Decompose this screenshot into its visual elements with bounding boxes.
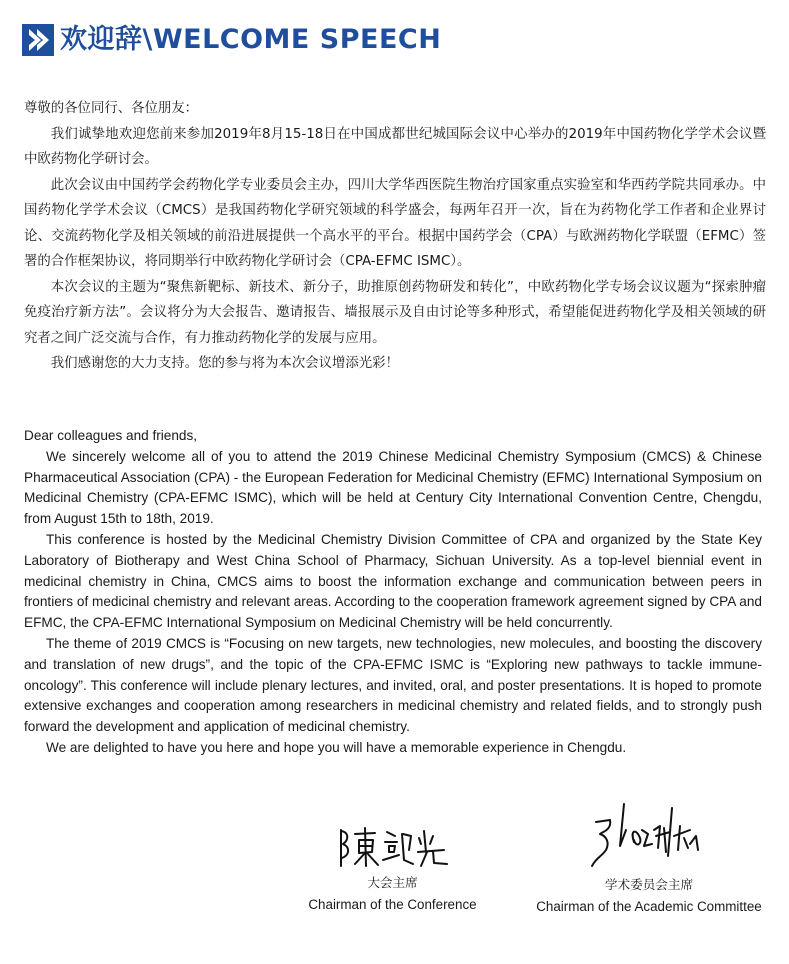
- chinese-paragraph: 我们诚挚地欢迎您前来参加2019年8月15-18日在中国成都世纪城国际会议中心举办的2019年中国药物化学学术会议暨中欧药物化学研讨会。: [24, 126, 766, 167]
- english-salutation: Dear colleagues and friends,: [24, 428, 198, 443]
- chairman-title-en: Chairman of the Conference: [308, 897, 477, 912]
- page-title: 欢迎辞\WELCOME SPEECH: [60, 24, 442, 55]
- handwritten-signature: [323, 822, 463, 872]
- chinese-speech: [24, 96, 766, 377]
- chairman-title-cn: 大会主席: [367, 875, 418, 890]
- english-paragraph: We sincerely welcome all of you to attend the 2019 Chinese Medicinal Chemistry Symposium (CMCS) & Chinese Pharmaceutical Association (CPA) - the European Federation for Medicinal Chemistry (EFMC) International Symposium on Medicinal Chemistry (CPA-EFMC ISMC), which will be held at Century City International Convention Centre, Chengdu, from August 15th to 18th, 2019.: [24, 448, 762, 527]
- chinese-paragraph: 我们感谢您的大力支持。您的参与将为本次会议增添光彩！: [50, 356, 399, 371]
- chinese-paragraph: 此次会议由中国药学会药物化学专业委员会主办，四川大学华西医院生物治疗国家重点实验室和华西药学院共同承办。中国药物化学学术会议（CMCS）是我国药物化学研究领域的科学盛会，每两年召开一次，旨在为药物化学工作者和企业界讨论、交流药物化学及相关领域的前沿进展提供一个高水平的平台。根据中国药学会（CPA）与欧洲药物化学联盟（EFMC）签署的合作框架协议，将同期举行中欧药物化学研讨会（CPA-EFMC ISMC）。: [24, 177, 766, 269]
- academic-chairman-title-en: Chairman of the Academic Committee: [536, 899, 762, 914]
- chinese-salutation: 尊敬的各位同行、各位朋友：: [24, 101, 199, 116]
- chevron-right-icon: [22, 24, 54, 56]
- english-paragraph: We are delighted to have you here and hope you will have a memorable experience in Chengdu.: [46, 739, 627, 755]
- english-paragraph: The theme of 2019 CMCS is “Focusing on new targets, new technologies, new molecules, and boosting the discovery and translation of new drugs”, and the topic of the CPA-EFMC ISMC is “Exploring new pathways to tackle immune-oncology”. This conference will include plenary lectures, and invited, oral, and poster presentations. It is hoped to promote extensive exchanges and cooperation among researchers in medicinal chemistry and related fields, and to strongly push forward the development and application of medicinal chemistry.: [24, 635, 762, 735]
- page-header: [22, 22, 441, 58]
- handwritten-signature: [584, 800, 714, 874]
- academic-chairman-title-cn: 学术委员会主席: [604, 877, 694, 892]
- signature-block-conference-chairman: [300, 822, 485, 915]
- english-speech: [24, 426, 762, 759]
- english-paragraph: This conference is hosted by the Medicinal Chemistry Division Committee of CPA and organized by the State Key Laboratory of Biotherapy and West China School of Pharmacy, Sichuan University. As a top-level biennial event in medicinal chemistry in China, CMCS aims to boost the information exchange and communication between peers in frontiers of medicinal chemistry and relevant areas. According to the cooperation framework agreement signed by CPA and EFMC, the CPA-EFMC International Symposium on Medicinal Chemistry will be held concurrently.: [24, 531, 762, 631]
- chinese-paragraph: 本次会议的主题为“聚焦新靶标、新技术、新分子，助推原创药物研发和转化”，中欧药物化学专场会议议题为“探索肿瘤免疫治疗新方法”。会议将分为大会报告、邀请报告、墙报展示及自由讨论等多种形式，希望能促进药物化学及相关领域的研究者之间广泛交流与合作，有力推动药物化学的发展与应用。: [24, 279, 766, 346]
- signature-block-academic-chairman: [528, 800, 770, 917]
